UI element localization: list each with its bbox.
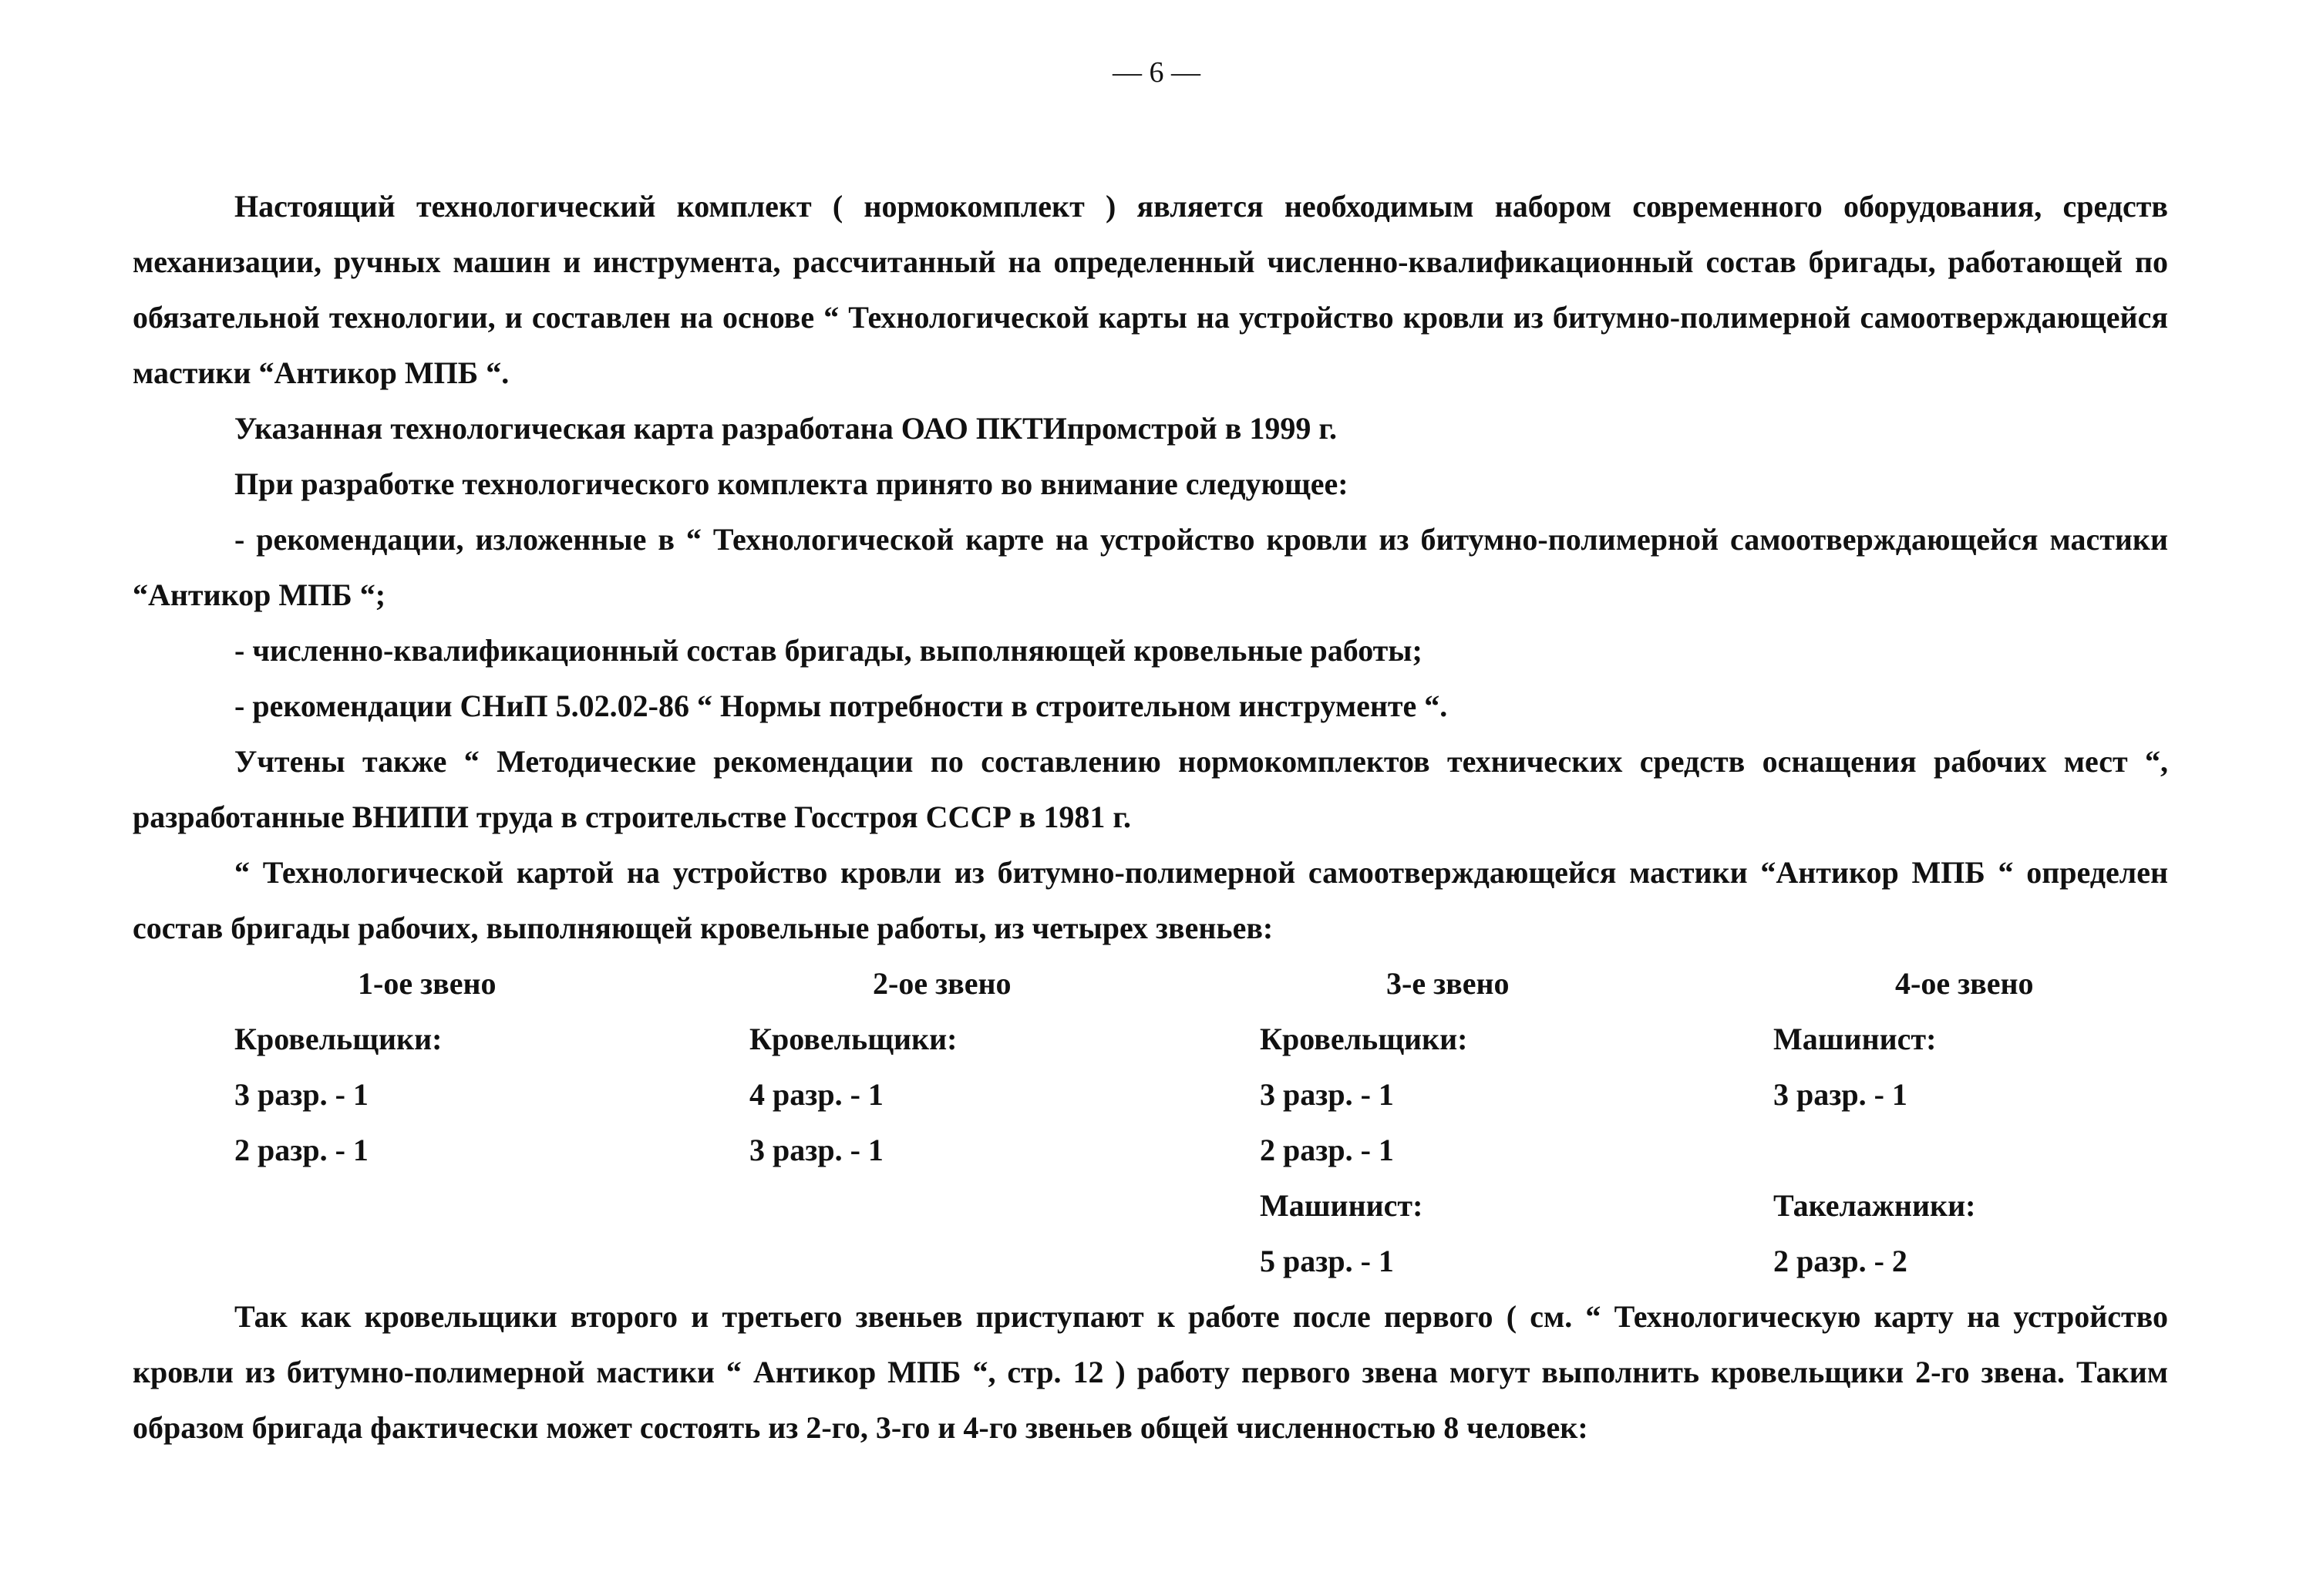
unit-1 <box>234 956 728 1289</box>
unit-title: 3-е звено <box>1386 966 1510 1001</box>
unit-row: 2 разр. - 1 <box>234 1133 369 1167</box>
unit-row: Кровельщики: <box>1260 1022 1468 1056</box>
paragraph-considerations: При разработке технологического комплекта принято во внимание следующее: <box>234 466 1348 501</box>
list-item-brigade-composition: - численно-квалификационный состав бригады, выполняющей кровельные работы; <box>234 633 1422 668</box>
list-item-tech-card: - рекомендации, изложенные в “ Технологической карте на устройство кровли из битумно-полимерной самоотверждающейся мастики “Антикор МПБ “; <box>133 522 2168 612</box>
unit-row: 2 разр. - 2 <box>1773 1244 1907 1278</box>
paragraph-closing: Так как кровельщики второго и третьего звеньев приступают к работе после первого ( см. “ Технологическую карту на устройство кровли из битумно-полимерной мастики “ Антикор МПБ “, стр. 12 ) работу первого звена могут выполнить кровельщики 2-го звена. Таким образом бригада фактически может состоять из 2-го, 3-го и 4-го звеньев общей численностью 8 человек: <box>133 1299 2168 1445</box>
unit-row <box>1773 1123 2267 1178</box>
unit-row: Такелажники: <box>1773 1188 1976 1223</box>
unit-row: 5 разр. - 1 <box>1260 1244 1394 1278</box>
unit-title: 2-ое звено <box>873 966 1012 1001</box>
unit-title: 4-ое звено <box>1895 966 2034 1001</box>
unit-2 <box>749 956 1243 1289</box>
unit-row: Машинист: <box>1260 1188 1423 1223</box>
unit-title: 1-ое звено <box>358 966 497 1001</box>
unit-row: 3 разр. - 1 <box>1260 1077 1394 1112</box>
brigade-units <box>133 956 2168 1289</box>
page-number: — 6 — <box>1113 56 1200 89</box>
unit-row <box>234 1234 728 1289</box>
unit-row: Кровельщики: <box>749 1022 958 1056</box>
unit-row: 4 разр. - 1 <box>749 1077 884 1112</box>
unit-row: 3 разр. - 1 <box>234 1077 369 1112</box>
unit-row <box>749 1234 1243 1289</box>
unit-row: Машинист: <box>1773 1022 1937 1056</box>
unit-3 <box>1260 956 1753 1289</box>
unit-row: 2 разр. - 1 <box>1260 1133 1394 1167</box>
unit-row <box>749 1178 1243 1234</box>
unit-row: 3 разр. - 1 <box>749 1133 884 1167</box>
paragraph-developer: Указанная технологическая карта разработана ОАО ПКТИпромстрой в 1999 г. <box>234 411 1337 446</box>
paragraph-methodology: Учтены также “ Методические рекомендации по составлению нормокомплектов технических средств оснащения рабочих мест “, разработанные ВНИПИ труда в строительстве Госстроя СССР в 1981 г. <box>133 744 2168 834</box>
list-item-snip: - рекомендации СНиП 5.02.02-86 “ Нормы потребности в строительном инструменте “. <box>234 689 1448 723</box>
unit-row <box>234 1178 728 1234</box>
document-body <box>133 179 2168 1456</box>
paragraph-brigade-intro: “ Технологической картой на устройство кровли из битумно-полимерной самоотверждающейся мастики “Антикор МПБ “ определен состав бригады рабочих, выполняющей кровельные работы, из четырех звеньев: <box>133 855 2168 945</box>
unit-row: Кровельщики: <box>234 1022 443 1056</box>
unit-4 <box>1773 956 2267 1289</box>
paragraph-intro: Настоящий технологический комплект ( нормокомплект ) является необходимым набором современного оборудования, средств механизации, ручных машин и инструмента, рассчитанный на определенный численно-квалификационный состав бригады, работающей по обязательной технологии, и составлен на основе “ Технологической карты на устройство кровли из битумно-полимерной самоотверждающейся мастики “Антикор МПБ “. <box>133 189 2168 390</box>
unit-row: 3 разр. - 1 <box>1773 1077 1907 1112</box>
